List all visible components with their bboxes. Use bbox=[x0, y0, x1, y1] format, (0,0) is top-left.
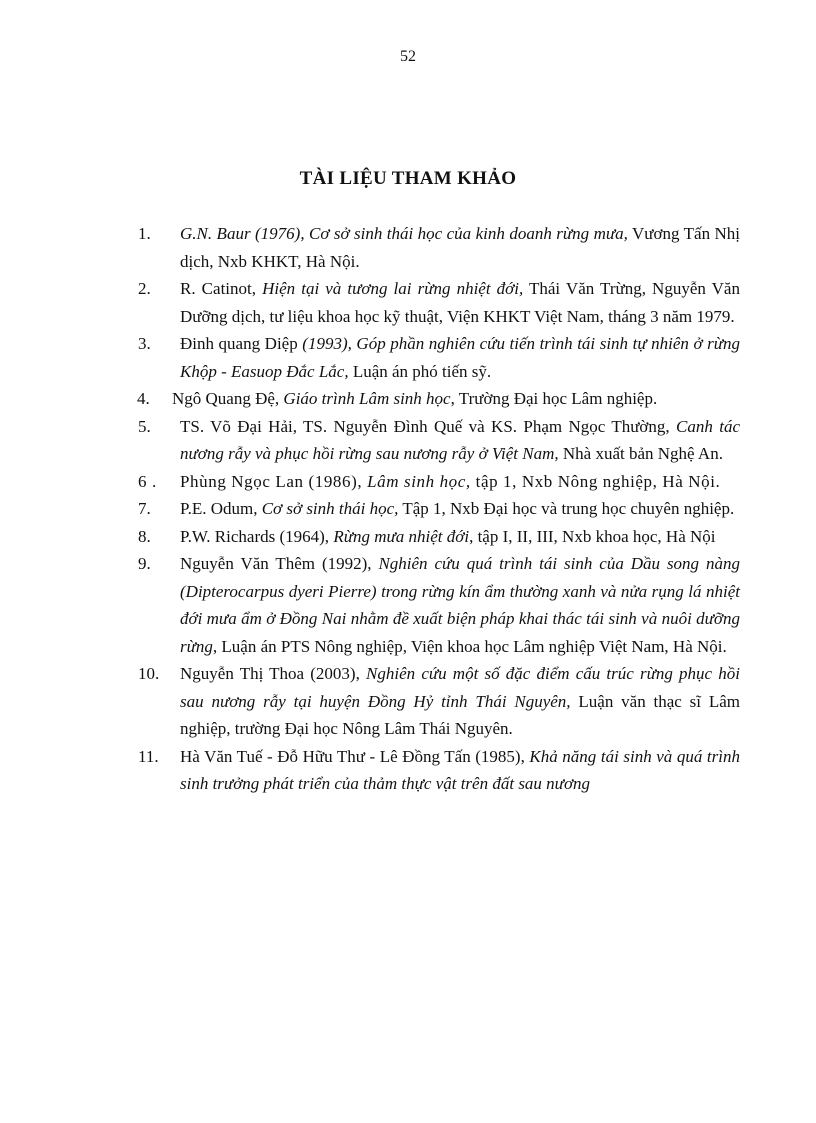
reference-text: tập 1, Nxb Nông nghiệp, Hà Nội. bbox=[470, 471, 721, 491]
reference-item bbox=[0, 220, 816, 275]
reference-text: P.E. Odum, bbox=[180, 499, 262, 518]
reference-item bbox=[0, 330, 816, 385]
page-number: 52 bbox=[400, 48, 416, 65]
reference-item bbox=[0, 275, 816, 330]
reference-title: Khả năng tái sinh và quá trình sinh trưởng phát triển của thảm thực vật trên đất sau nương bbox=[180, 746, 740, 793]
reference-number: 1. bbox=[138, 224, 151, 243]
reference-title: Hiện tại và tương lai rừng nhiệt đới, bbox=[262, 279, 524, 298]
reference-number: 10. bbox=[138, 664, 160, 683]
reference-text: , Trường Đại học Lâm nghiệp. bbox=[450, 389, 658, 408]
reference-text: TS. Võ Đại Hải, TS. Nguyễn Đình Quế và KS. Phạm Ngọc Thường, bbox=[180, 416, 677, 436]
reference-title: G.N. Baur (1976), Cơ sở sinh thái học của kinh doanh rừng mưa, bbox=[180, 224, 628, 243]
reference-title: Rừng mưa nhiệt đới bbox=[333, 526, 470, 546]
reference-number: 6 . bbox=[138, 471, 157, 491]
reference-number: 7. bbox=[138, 499, 151, 518]
reference-text: Nguyễn Thị Thoa (2003), bbox=[180, 664, 367, 683]
reference-number: 9. bbox=[138, 554, 151, 573]
reference-item bbox=[0, 523, 816, 551]
reference-title: Cơ sở sinh thái học, bbox=[261, 499, 399, 518]
reference-text: Đinh quang Diệp bbox=[180, 334, 303, 353]
reference-number: 8. bbox=[138, 526, 151, 546]
reference-text: Nguyễn Văn Thêm (1992), bbox=[180, 554, 379, 573]
reference-title: Giáo trình Lâm sinh học bbox=[283, 389, 451, 408]
reference-item bbox=[0, 468, 816, 496]
reference-text: Vương Tấn Nhị dịch, Nxb KHKT, Hà Nội. bbox=[180, 224, 741, 271]
reference-item bbox=[0, 413, 816, 468]
page-title: TÀI LIỆU THAM KHẢO bbox=[299, 168, 517, 189]
reference-list bbox=[0, 220, 816, 798]
reference-number: 3. bbox=[138, 334, 151, 353]
reference-text: Phùng Ngọc Lan (1986), bbox=[180, 471, 368, 491]
reference-text: Thái Văn Trừng, Nguyễn Văn Dưỡng dịch, tư liệu khoa học kỹ thuật, Viện KHKT Việt Nam, tháng 3 năm 1979. bbox=[180, 279, 740, 326]
reference-text: Luận án phó tiến sỹ. bbox=[348, 361, 492, 381]
reference-item bbox=[0, 385, 816, 413]
reference-item bbox=[0, 743, 816, 798]
reference-number: 5. bbox=[138, 416, 151, 436]
reference-text: , Luận án PTS Nông nghiệp, Viện khoa học Lâm nghiệp Việt Nam, Hà Nội. bbox=[212, 636, 727, 656]
reference-number: 11. bbox=[138, 746, 159, 766]
reference-text: R. Catinot, bbox=[180, 279, 263, 298]
reference-number: 4. bbox=[137, 389, 150, 408]
reference-text: Luận văn thạc sĩ Lâm nghiệp, trường Đại học Nông Lâm Thái Nguyên. bbox=[180, 691, 741, 738]
reference-title: Canh tác nương rẫy và phục hồi rừng sau nương rẫy ở Việt Nam, bbox=[180, 416, 740, 463]
reference-text: Tập 1, Nxb Đại học và trung học chuyên nghiệp. bbox=[398, 499, 735, 518]
reference-text: P.W. Richards (1964), bbox=[180, 526, 334, 546]
reference-item bbox=[0, 495, 816, 523]
reference-title: Lâm sinh học, bbox=[367, 471, 471, 491]
reference-title: (1993), Góp phần nghiên cứu tiến trình tái sinh tự nhiên ở rừng Khộp - Easuop Đắc Lắc, bbox=[180, 334, 741, 381]
reference-number: 2. bbox=[138, 279, 151, 298]
reference-text: Nhà xuất bản Nghệ An. bbox=[558, 444, 723, 463]
reference-item bbox=[0, 550, 816, 660]
reference-item bbox=[0, 660, 816, 743]
reference-title: Nghiên cứu một số đặc điểm cấu trúc rừng phục hồi sau nương rẫy tại huyện Đồng Hỷ tỉnh Thái Nguyên, bbox=[180, 664, 741, 711]
reference-text: Ngô Quang Đệ, bbox=[172, 389, 284, 408]
reference-text: Hà Văn Tuế - Đỗ Hữu Thư - Lê Đồng Tấn (1985), bbox=[180, 746, 530, 766]
reference-title: Nghiên cứu quá trình tái sinh của Dầu song nàng (Dipterocarpus dyeri Pierre) trong rừng kín ẩm thường xanh và nửa rụng lá nhiệt đới mưa ẩm ở Đồng Nai nhằm đề xuất biện pháp khai thác tái sinh và nuôi dưỡng rừng bbox=[180, 554, 740, 656]
reference-text: , tập I, II, III, Nxb khoa học, Hà Nội bbox=[469, 526, 716, 546]
